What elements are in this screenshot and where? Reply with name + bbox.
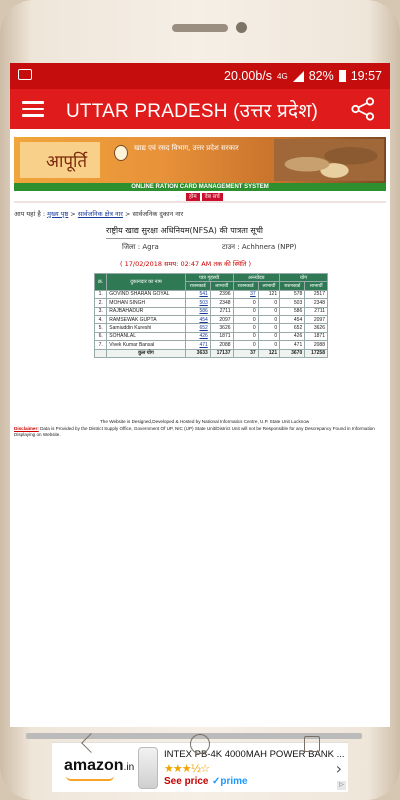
count-cell: 0 xyxy=(258,332,279,340)
breadcrumb-home[interactable]: मुख्य पृष्ठ xyxy=(47,210,69,218)
system-name: ONLINE RATION CARD MANAGEMENT SYSTEM xyxy=(14,183,386,191)
col-shop: दुकानदार का नाम xyxy=(107,274,185,291)
col-group-antyodaya: अन्त्योदय xyxy=(233,274,280,282)
breadcrumb-public-area[interactable]: सार्वजनिक क्षेत्र नार xyxy=(77,210,123,218)
count-cell: 2088 xyxy=(305,341,328,349)
subcol: राशनकार्ड xyxy=(280,282,305,290)
disclaimer-text: Data is Provided by the District Supply Office, Government Of UP, NIC (UP) State Unit/District Unit will not be Responsible for any Descrepancy Found in Information Displaying on Website. xyxy=(14,426,375,437)
total-cell: 3670 xyxy=(280,349,305,357)
count-cell: 0 xyxy=(258,299,279,307)
count-cell[interactable]: 586 xyxy=(185,307,210,315)
breadcrumb-current: सार्वजनिक दुकान नार xyxy=(132,210,184,218)
count-cell[interactable]: 503 xyxy=(185,299,210,307)
share-icon[interactable] xyxy=(350,97,376,121)
status-timestamp: ( 17/02/2018 समय: 02:47 AM तक की स्थिति ) xyxy=(120,260,252,268)
battery-percent: 82% xyxy=(308,69,334,83)
count-cell: 0 xyxy=(233,324,258,332)
shopkeeper-name: GOVIND SHARAN GOYAL xyxy=(107,290,185,298)
total-cell: 17258 xyxy=(305,349,328,357)
count-cell: 0 xyxy=(233,341,258,349)
table-row xyxy=(95,299,328,307)
earpiece-speaker xyxy=(172,24,228,32)
count-cell: 0 xyxy=(233,315,258,323)
eligibility-table xyxy=(94,273,328,358)
total-cell: 17137 xyxy=(210,349,233,357)
count-cell[interactable]: 471 xyxy=(185,341,210,349)
serial-cell: 1. xyxy=(95,290,107,298)
count-cell[interactable]: 541 xyxy=(185,290,210,298)
col-group-total: योग xyxy=(280,274,328,282)
col-group-household: पात्र गृहस्थी xyxy=(185,274,233,282)
count-cell[interactable]: 426 xyxy=(185,332,210,340)
subcol: लाभार्थी xyxy=(305,282,328,290)
subcol: राशनकार्ड xyxy=(233,282,258,290)
serial-cell: 5. xyxy=(95,324,107,332)
total-cell: 37 xyxy=(233,349,258,357)
count-cell[interactable]: 652 xyxy=(185,324,210,332)
subcol: लाभार्थी xyxy=(258,282,279,290)
serial-cell: 4. xyxy=(95,315,107,323)
state-emblem-icon xyxy=(114,145,128,161)
page-title: राष्ट्रीय खाद्य सुरक्षा अधिनियम(NFSA) की पात्रता सूची xyxy=(106,226,263,235)
ad-price: See price xyxy=(164,776,209,787)
app-title: UTTAR PRADESH (उत्तर प्रदेश) xyxy=(66,101,318,122)
table-row xyxy=(95,307,328,315)
count-cell: 1871 xyxy=(305,332,328,340)
count-cell: 121 xyxy=(258,290,279,298)
divider xyxy=(14,201,386,203)
serial-cell: 6. xyxy=(95,332,107,340)
count-cell: 2396 xyxy=(210,290,233,298)
hardware-nav-bar xyxy=(0,728,400,800)
disclaimer-label: Disclaimer: xyxy=(14,426,39,431)
chevron-right-icon[interactable]: › xyxy=(335,759,342,778)
app-bar xyxy=(10,89,390,129)
signal-icon xyxy=(293,71,304,82)
network-speed: 20.00b/s xyxy=(224,69,273,83)
site-nav xyxy=(186,193,223,201)
clock: 19:57 xyxy=(350,69,382,83)
table-body xyxy=(95,290,328,349)
count-cell: 0 xyxy=(258,315,279,323)
network-type: 4G xyxy=(277,71,288,81)
department-name: खाद्य एवं रसद विभाग, उत्तर प्रदेश सरकार xyxy=(134,144,239,152)
back-icon[interactable] xyxy=(81,733,101,753)
battery-icon xyxy=(339,70,346,82)
count-cell: 652 xyxy=(280,324,305,332)
count-cell: 2348 xyxy=(305,299,328,307)
shopkeeper-name: SOHANLAL xyxy=(107,332,185,340)
count-cell: 2088 xyxy=(210,341,233,349)
amazon-logo: amazon.in xyxy=(64,757,135,774)
prime-badge: ✓prime xyxy=(212,776,248,787)
menu-icon[interactable] xyxy=(22,101,44,117)
subcol: राशनकार्ड xyxy=(185,282,210,290)
total-label: कुल योग xyxy=(107,349,185,357)
shopkeeper-name: RAMSEWAK GUPTA xyxy=(107,315,185,323)
count-cell: 2517 xyxy=(305,290,328,298)
total-cell: 3633 xyxy=(185,349,210,357)
table-row xyxy=(95,341,328,349)
web-content[interactable] xyxy=(10,129,390,788)
site-banner xyxy=(14,137,386,183)
count-cell: 0 xyxy=(258,307,279,315)
count-cell: 2097 xyxy=(210,315,233,323)
table-row xyxy=(95,332,328,340)
count-cell: 2711 xyxy=(305,307,328,315)
site-credit: The Website is Designed,Developed & Hosted by National Informatics Centre, U.P. State Unit Lucknow xyxy=(100,419,310,424)
count-cell: 0 xyxy=(233,299,258,307)
rating-stars-icon: ★★★½☆ xyxy=(164,762,210,775)
count-cell: 586 xyxy=(280,307,305,315)
shopkeeper-name: RAJBAHADUR xyxy=(107,307,185,315)
count-cell: 2711 xyxy=(210,307,233,315)
serial-cell: 7. xyxy=(95,341,107,349)
count-cell: 503 xyxy=(280,299,305,307)
count-cell[interactable]: 37 xyxy=(233,290,258,298)
table-row xyxy=(95,324,328,332)
count-cell: 426 xyxy=(280,332,305,340)
district-label: जिला : Agra xyxy=(122,243,159,251)
count-cell: 0 xyxy=(233,332,258,340)
count-cell: 0 xyxy=(258,324,279,332)
count-cell: 2348 xyxy=(210,299,233,307)
total-row xyxy=(95,349,328,357)
count-cell: 471 xyxy=(280,341,305,349)
count-cell: 3626 xyxy=(305,324,328,332)
count-cell: 0 xyxy=(258,341,279,349)
town-label: टाउन : Achhnera (NPP) xyxy=(222,243,297,251)
count-cell: 1871 xyxy=(210,332,233,340)
count-cell[interactable]: 454 xyxy=(185,315,210,323)
banner-photo xyxy=(274,139,384,181)
home-button[interactable]: होम xyxy=(186,193,200,201)
table-row xyxy=(95,315,328,323)
screen xyxy=(10,63,390,788)
gallery-notification-icon xyxy=(18,69,32,80)
total-cell: 121 xyxy=(258,349,279,357)
count-cell: 2097 xyxy=(305,315,328,323)
web-search-button[interactable]: वेब सर्च xyxy=(202,193,223,201)
shopkeeper-name: Vivek Kumar Bansal xyxy=(107,341,185,349)
disclaimer xyxy=(14,426,384,438)
shopkeeper-name: Samiuddin Kureshi xyxy=(107,324,185,332)
front-camera xyxy=(236,22,247,33)
shopkeeper-name: MOHAN SINGH xyxy=(107,299,185,307)
count-cell: 3626 xyxy=(210,324,233,332)
subcol: लाभार्थी xyxy=(210,282,233,290)
serial-cell: 3. xyxy=(95,307,107,315)
status-bar xyxy=(10,63,390,89)
ad-product-title: INTEX PB-4K 4000MAH POWER BANK ... xyxy=(164,749,345,760)
recent-apps-icon[interactable] xyxy=(304,736,320,752)
breadcrumb: आप यहां है : मुख्य पृष्ठ > सार्वजनिक क्षेत्र नार > सार्वजनिक दुकान नार xyxy=(14,210,184,218)
table-row xyxy=(95,290,328,298)
col-sr: क्र. xyxy=(95,274,107,291)
site-logo: आपूर्ति xyxy=(46,152,88,172)
count-cell: 454 xyxy=(280,315,305,323)
serial-cell: 2. xyxy=(95,299,107,307)
count-cell: 578 xyxy=(280,290,305,298)
adchoices-icon[interactable]: ▷ xyxy=(337,781,346,790)
home-icon[interactable] xyxy=(190,734,210,754)
count-cell: 0 xyxy=(233,307,258,315)
